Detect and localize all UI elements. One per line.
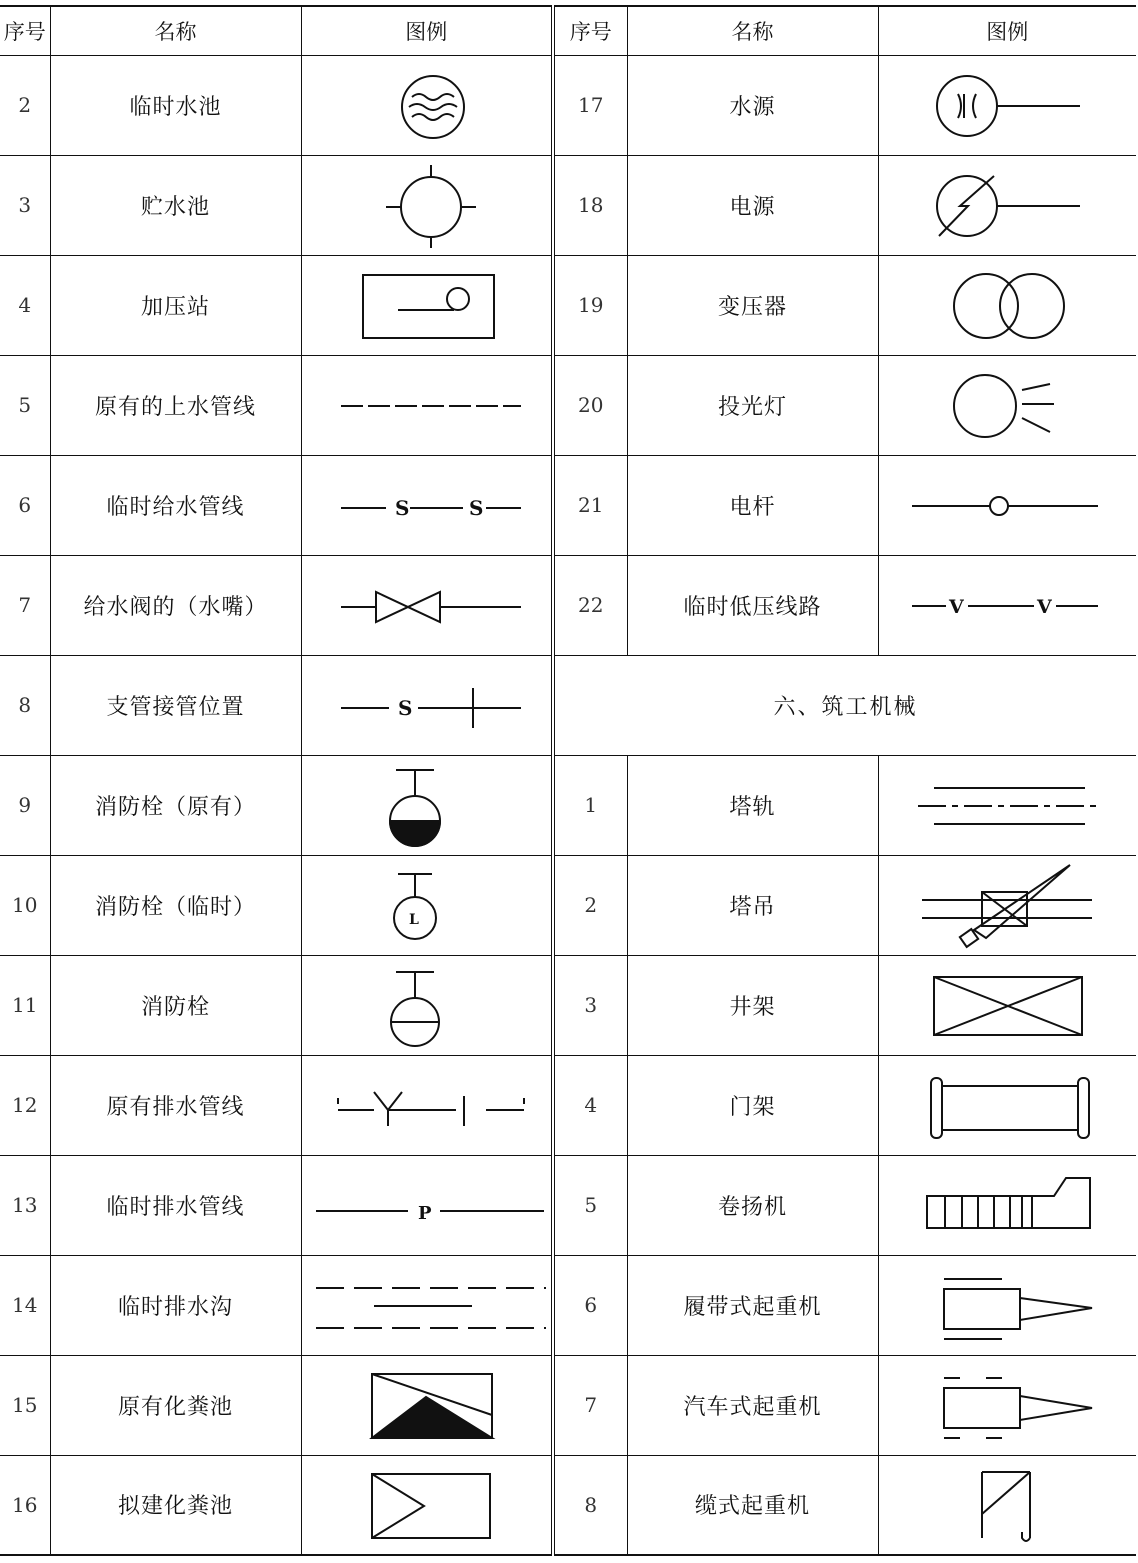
row-name: 临时排水沟 <box>50 1255 301 1355</box>
row-num: 3 <box>553 955 627 1055</box>
transformer-icon <box>878 255 1136 355</box>
floodlight-icon <box>878 355 1136 455</box>
table-row <box>0 455 1136 555</box>
truck-crane-icon <box>878 1355 1136 1455</box>
svg-text:V: V <box>949 596 964 618</box>
row-num: 5 <box>553 1155 627 1255</box>
water-source-icon <box>878 55 1136 155</box>
row-num: 10 <box>0 855 50 955</box>
legend-table <box>0 5 1136 1556</box>
header-symbol-right: 图例 <box>878 6 1136 55</box>
tower-rail-icon <box>878 755 1136 855</box>
temporary-pool-icon <box>301 55 553 155</box>
temporary-drainage-line-icon <box>301 1155 553 1255</box>
row-num: 16 <box>0 1455 50 1555</box>
booster-station-icon <box>301 255 553 355</box>
row-name: 贮水池 <box>50 155 301 255</box>
table-row <box>0 555 1136 655</box>
cable-crane-icon <box>878 1455 1136 1555</box>
row-name: 临时给水管线 <box>50 455 301 555</box>
row-name: 塔轨 <box>627 755 878 855</box>
row-name: 井架 <box>627 955 878 1055</box>
row-name: 门架 <box>627 1055 878 1155</box>
row-num: 11 <box>0 955 50 1055</box>
header-num-right: 序号 <box>553 6 627 55</box>
svg-text:S: S <box>469 496 484 520</box>
svg-text:S: S <box>398 696 413 720</box>
row-name: 拟建化粪池 <box>50 1455 301 1555</box>
row-num: 8 <box>0 655 50 755</box>
row-num: 6 <box>553 1255 627 1355</box>
header-symbol-left: 图例 <box>301 6 553 55</box>
table-row <box>0 655 1136 755</box>
gantry-icon <box>878 1055 1136 1155</box>
row-name: 加压站 <box>50 255 301 355</box>
header-name-right: 名称 <box>627 6 878 55</box>
row-num: 7 <box>0 555 50 655</box>
row-name: 临时排水管线 <box>50 1155 301 1255</box>
svg-text:P: P <box>418 1203 432 1224</box>
table-row <box>0 1455 1136 1555</box>
row-num: 12 <box>0 1055 50 1155</box>
row-num: 13 <box>0 1155 50 1255</box>
row-name: 消防栓 <box>50 955 301 1055</box>
table-row <box>0 1055 1136 1155</box>
existing-drainage-line-icon <box>301 1055 553 1155</box>
row-name: 消防栓（临时） <box>50 855 301 955</box>
row-name: 临时水池 <box>50 55 301 155</box>
table-row <box>0 755 1136 855</box>
svg-text:S: S <box>395 496 410 520</box>
row-name: 变压器 <box>627 255 878 355</box>
header-row <box>0 6 1136 55</box>
table-row <box>0 955 1136 1055</box>
row-name: 原有的上水管线 <box>50 355 301 455</box>
row-num: 8 <box>553 1455 627 1555</box>
row-num: 3 <box>0 155 50 255</box>
row-name: 支管接管位置 <box>50 655 301 755</box>
branch-pipe-connection-icon <box>301 655 553 755</box>
header-num-left: 序号 <box>0 6 50 55</box>
temporary-water-supply-line-icon <box>301 455 553 555</box>
row-name: 原有化粪池 <box>50 1355 301 1455</box>
table-row <box>0 1355 1136 1455</box>
row-name: 原有排水管线 <box>50 1055 301 1155</box>
row-name: 临时低压线路 <box>627 555 878 655</box>
existing-septic-tank-icon <box>301 1355 553 1455</box>
row-num: 4 <box>553 1055 627 1155</box>
temporary-drainage-ditch-icon <box>301 1255 553 1355</box>
row-name: 卷扬机 <box>627 1155 878 1255</box>
row-name: 缆式起重机 <box>627 1455 878 1555</box>
fire-hydrant-icon <box>301 955 553 1055</box>
crawler-crane-icon <box>878 1255 1136 1355</box>
row-num: 2 <box>0 55 50 155</box>
row-name: 水源 <box>627 55 878 155</box>
svg-text:L: L <box>409 912 420 928</box>
temporary-low-voltage-line-icon <box>878 555 1136 655</box>
fire-hydrant-existing-icon <box>301 755 553 855</box>
row-name: 给水阀的（水嘴） <box>50 555 301 655</box>
row-num: 17 <box>553 55 627 155</box>
row-name: 塔吊 <box>627 855 878 955</box>
row-name: 履带式起重机 <box>627 1255 878 1355</box>
row-name: 消防栓（原有） <box>50 755 301 855</box>
utility-pole-icon <box>878 455 1136 555</box>
row-num: 19 <box>553 255 627 355</box>
header-name-left: 名称 <box>50 6 301 55</box>
table-row <box>0 1155 1136 1255</box>
row-num: 21 <box>553 455 627 555</box>
row-num: 9 <box>0 755 50 855</box>
table-row <box>0 355 1136 455</box>
section-construction-machinery: 六、筑工机械 <box>553 655 1136 755</box>
hoist-winch-icon <box>878 1155 1136 1255</box>
water-valve-icon <box>301 555 553 655</box>
row-num: 1 <box>553 755 627 855</box>
existing-water-supply-line-icon <box>301 355 553 455</box>
power-source-icon <box>878 155 1136 255</box>
derrick-icon <box>878 955 1136 1055</box>
row-num: 7 <box>553 1355 627 1455</box>
planned-septic-tank-icon <box>301 1455 553 1555</box>
table-row <box>0 55 1136 155</box>
table-row <box>0 855 1136 955</box>
storage-pool-icon <box>301 155 553 255</box>
row-num: 18 <box>553 155 627 255</box>
row-num: 20 <box>553 355 627 455</box>
table-row <box>0 255 1136 355</box>
row-name: 电源 <box>627 155 878 255</box>
fire-hydrant-temporary-icon <box>301 855 553 955</box>
row-num: 2 <box>553 855 627 955</box>
row-num: 5 <box>0 355 50 455</box>
tower-crane-icon <box>878 855 1136 955</box>
row-name: 投光灯 <box>627 355 878 455</box>
row-name: 汽车式起重机 <box>627 1355 878 1455</box>
table-row <box>0 1255 1136 1355</box>
svg-text:V: V <box>1037 596 1052 618</box>
table-row <box>0 155 1136 255</box>
row-num: 15 <box>0 1355 50 1455</box>
row-num: 4 <box>0 255 50 355</box>
row-name: 电杆 <box>627 455 878 555</box>
row-num: 22 <box>553 555 627 655</box>
row-num: 14 <box>0 1255 50 1355</box>
row-num: 6 <box>0 455 50 555</box>
